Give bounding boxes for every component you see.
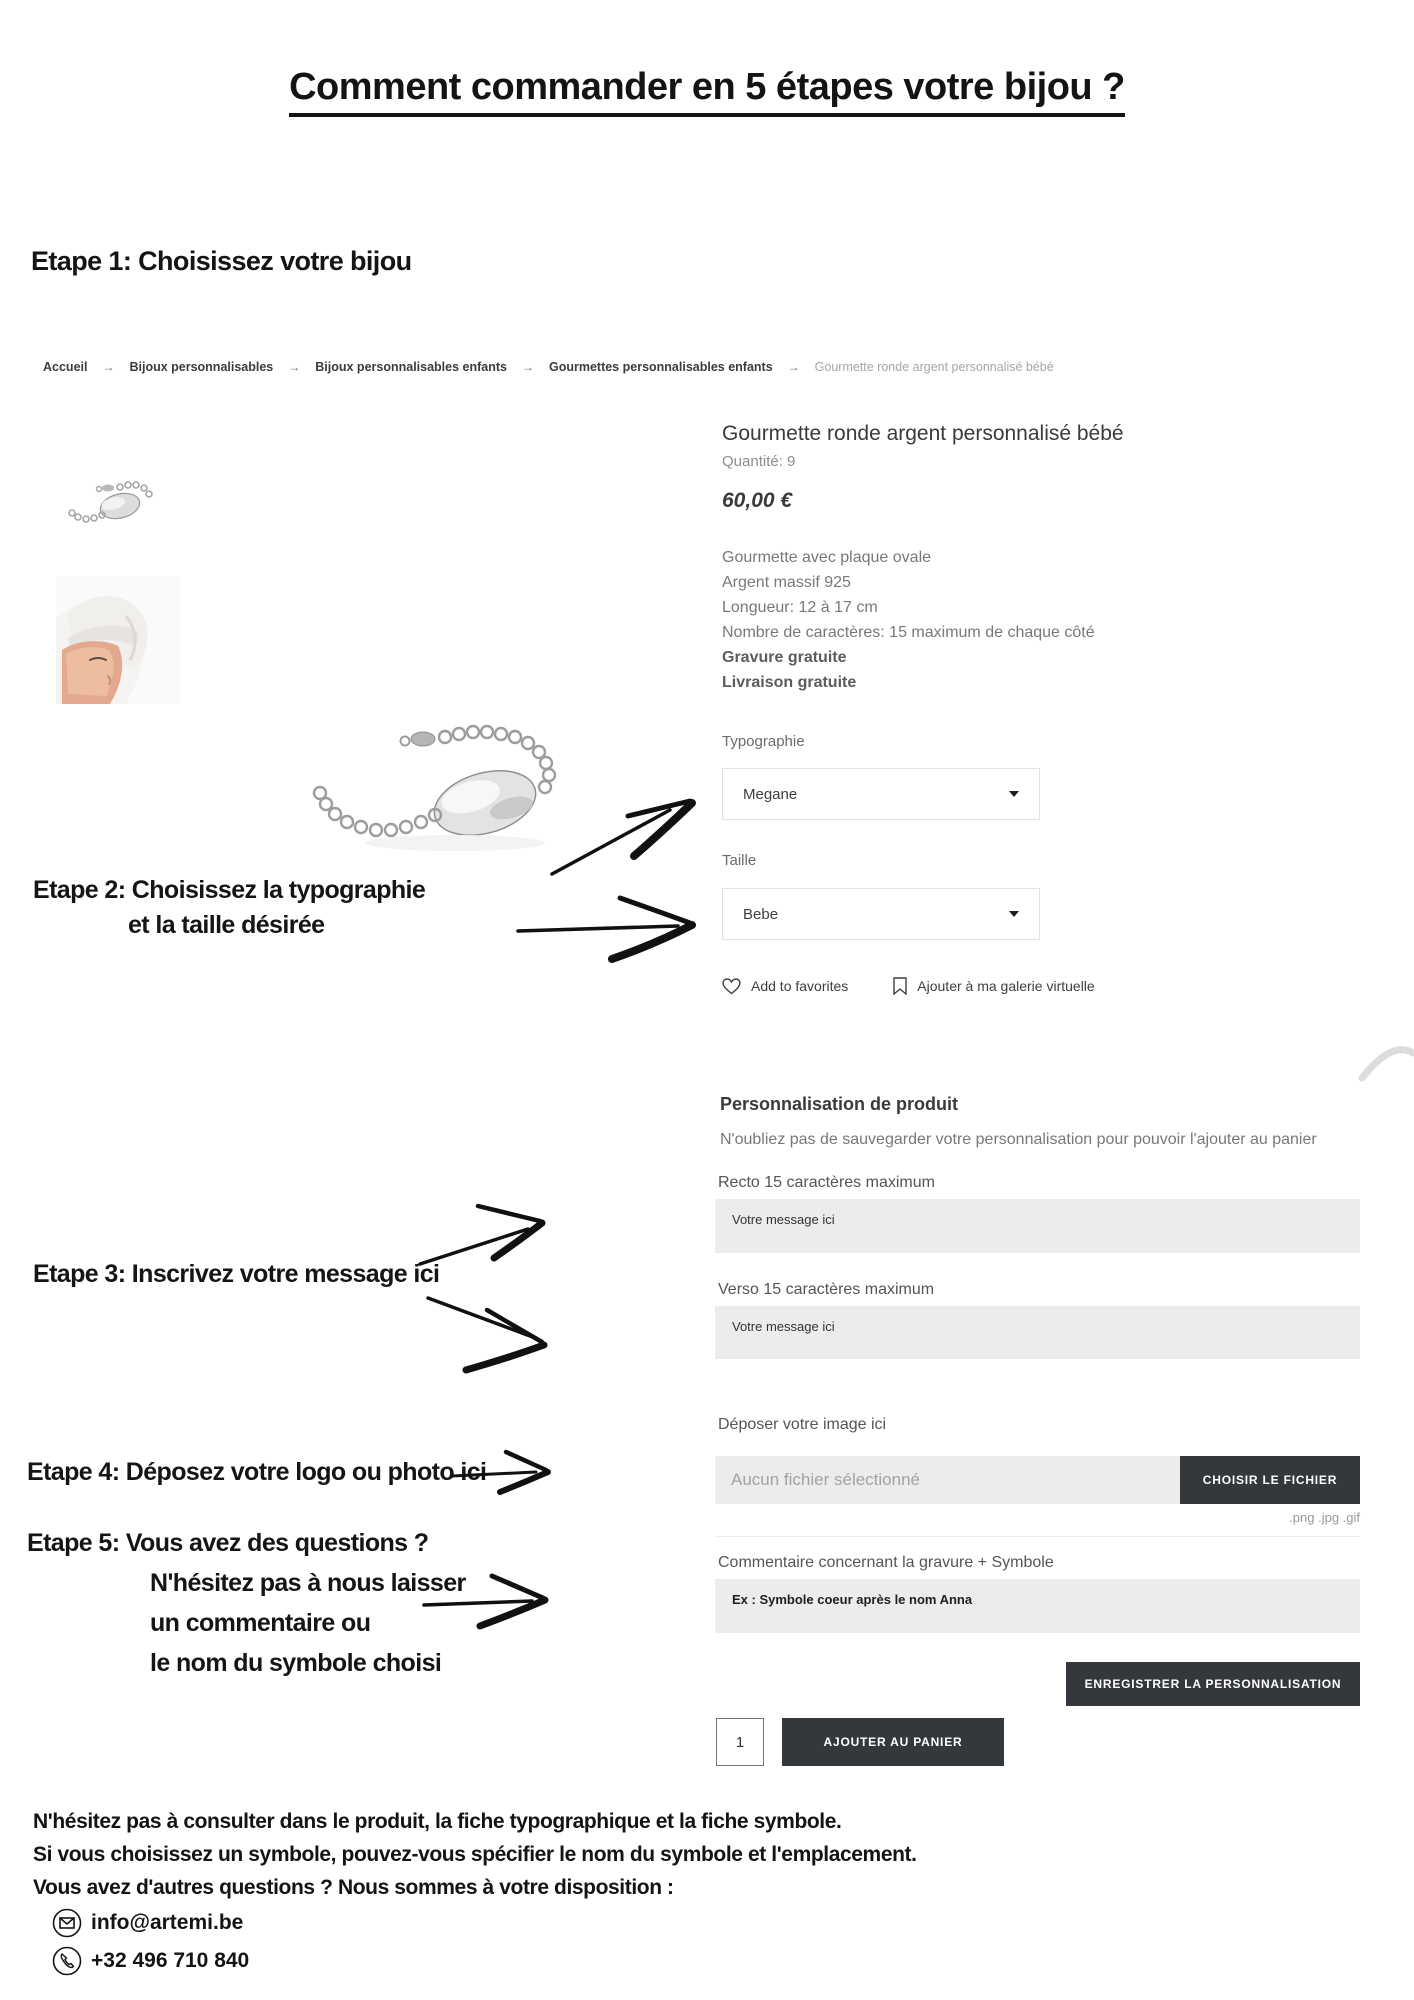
quantity-input[interactable]: 1 [716, 1718, 764, 1766]
recto-label: Recto 15 caractères maximum [718, 1174, 935, 1191]
description-line: Gourmette avec plaque ovale [722, 549, 932, 566]
step-5-label-line1: Etape 5: Vous avez des questions ? [27, 1529, 429, 1557]
breadcrumb-arrow-icon: → [521, 360, 534, 374]
upload-label: Déposer votre image ici [718, 1416, 887, 1433]
step-5-label-line2: N'hésitez pas à nous laisser [150, 1569, 466, 1597]
step-3-label: Etape 3: Inscrivez votre message ici [33, 1260, 440, 1288]
file-upload-row [715, 1456, 1360, 1504]
section-divider [715, 1536, 1360, 1537]
bracelet-thumbnail-image [56, 466, 174, 540]
description-line: Nombre de caractères: 15 maximum de chaque côté [722, 624, 1095, 641]
typography-select[interactable] [722, 768, 1040, 820]
email-row [52, 1908, 243, 1938]
thumbnail-baby-photo[interactable] [56, 576, 180, 704]
breadcrumb-home[interactable]: Accueil [43, 360, 88, 374]
product-title: Gourmette ronde argent personnalisé bébé [722, 422, 1124, 445]
chevron-down-icon [1009, 911, 1019, 917]
heart-icon [722, 978, 741, 995]
step-4-label: Etape 4: Déposez votre logo ou photo ici [27, 1458, 487, 1486]
chevron-down-icon [1009, 791, 1019, 797]
comment-label: Commentaire concernant la gravure + Symbole [718, 1554, 1054, 1571]
file-input[interactable]: Aucun fichier sélectionné [715, 1456, 1180, 1504]
phone-row [52, 1946, 249, 1976]
description-line: Argent massif 925 [722, 574, 851, 591]
product-main-image[interactable] [295, 675, 595, 865]
file-types-hint: .png .jpg .gif [1289, 1510, 1360, 1525]
product-price: 60,00 € [722, 489, 793, 512]
email-icon [52, 1908, 82, 1938]
breadcrumb [43, 360, 1054, 374]
step-2-label-line1: Etape 2: Choisissez la typographie [33, 876, 426, 904]
favorites-row [722, 977, 1095, 995]
description-free-shipping: Livraison gratuite [722, 674, 857, 691]
breadcrumb-current: Gourmette ronde argent personnalisé bébé [814, 360, 1054, 374]
step-5-label-line4: le nom du symbole choisi [150, 1649, 442, 1677]
size-selected-value: Bebe [743, 905, 779, 923]
add-to-favorites-label: Add to favorites [751, 978, 849, 994]
typography-selected-value: Megane [743, 785, 798, 803]
verso-label: Verso 15 caractères maximum [718, 1281, 935, 1298]
add-to-gallery-button[interactable] [893, 977, 1094, 995]
bracelet-main-image [295, 675, 595, 865]
footer-line1: N'hésitez pas à consulter dans le produit, la fiche typographique et la fiche symbole. [33, 1810, 842, 1833]
baby-photo-image [56, 576, 180, 704]
description-free-engraving: Gravure gratuite [722, 649, 847, 666]
add-to-cart-button[interactable]: AJOUTER AU PANIER [782, 1718, 1004, 1766]
breadcrumb-level3[interactable]: Gourmettes personnalisables enfants [548, 360, 773, 374]
breadcrumb-arrow-icon: → [288, 360, 301, 374]
add-to-favorites-button[interactable] [722, 978, 848, 995]
footer-line2: Si vous choisissez un symbole, pouvez-vous spécifier le nom du symbole et l'emplacement. [33, 1843, 917, 1866]
personalization-heading: Personnalisation de produit [720, 1094, 959, 1114]
step-2-label-line2: et la taille désirée [128, 911, 325, 939]
phone-number[interactable]: +32 496 710 840 [91, 1949, 250, 1972]
recto-input[interactable]: Votre message ici [715, 1199, 1360, 1253]
footer-line3: Vous avez d'autres questions ? Nous sommes à votre disposition : [33, 1876, 674, 1899]
comment-input[interactable]: Ex : Symbole coeur après le nom Anna [715, 1579, 1360, 1633]
verso-input[interactable]: Votre message ici [715, 1306, 1360, 1359]
typography-label: Typographie [722, 733, 805, 750]
breadcrumb-arrow-icon: → [787, 360, 800, 374]
description-line: Longueur: 12 à 17 cm [722, 599, 878, 616]
thumbnail-bracelet[interactable] [56, 466, 174, 540]
step-1-label: Etape 1: Choisissez votre bijou [31, 246, 412, 276]
phone-icon [52, 1946, 82, 1976]
breadcrumb-arrow-icon: → [102, 360, 115, 374]
step-5-label-line3: un commentaire ou [150, 1609, 371, 1637]
page-title: Comment commander en 5 étapes votre bijou ? [0, 66, 1414, 109]
product-quantity: Quantité: 9 [722, 453, 796, 470]
breadcrumb-level2[interactable]: Bijoux personnalisables enfants [315, 360, 507, 374]
size-select[interactable] [722, 888, 1040, 940]
personalization-note: N'oubliez pas de sauvegarder votre personnalisation pour pouvoir l'ajouter au panier [720, 1131, 1317, 1148]
bookmark-icon [893, 977, 907, 995]
choose-file-button[interactable]: CHOISIR LE FICHIER [1180, 1456, 1360, 1504]
email-address[interactable]: info@artemi.be [91, 1911, 244, 1934]
save-personalization-button[interactable]: ENREGISTRER LA PERSONNALISATION [1066, 1662, 1360, 1706]
decorative-photo-edge [1362, 1050, 1413, 1078]
add-to-gallery-label: Ajouter à ma galerie virtuelle [917, 978, 1095, 994]
product-description [722, 545, 1095, 695]
size-label: Taille [722, 852, 757, 869]
breadcrumb-level1[interactable]: Bijoux personnalisables [129, 360, 274, 374]
